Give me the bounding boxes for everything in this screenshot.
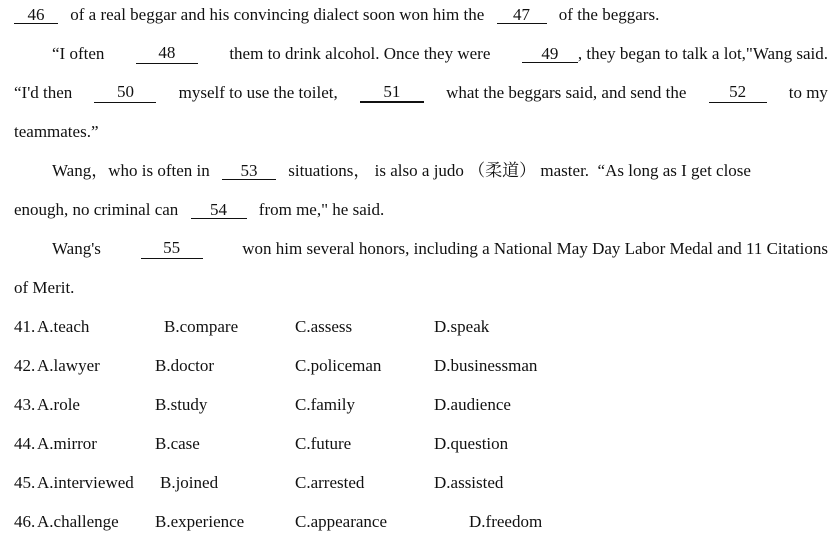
option-b: B.joined <box>160 473 219 492</box>
option-c: C.family <box>295 395 355 414</box>
question-number: 41. <box>14 317 36 336</box>
passage-text: of a real beggar and his convincing dialect soon won him the <box>70 5 485 24</box>
option-b: B.case <box>155 434 200 453</box>
passage-line-8 <box>14 278 828 298</box>
option-a: A.teach <box>37 317 90 336</box>
passage-text: , they began to talk a lot,"Wang said. <box>577 44 828 63</box>
passage-text: teammates.” <box>14 122 99 141</box>
option-d: D.question <box>434 434 509 453</box>
passage-text: enough, no criminal can <box>14 200 179 219</box>
option-d: D.businessman <box>434 356 538 375</box>
blank-52: 52 <box>709 83 767 103</box>
blank-53: 53 <box>222 162 276 180</box>
passage-line-7 <box>52 239 828 259</box>
passage-text: them to drink alcohol. Once they were <box>229 44 491 63</box>
blank-46: 46 <box>14 6 58 24</box>
passage-line-3 <box>14 83 828 103</box>
option-a: A.mirror <box>37 434 97 453</box>
option-d: D.audience <box>434 395 511 414</box>
option-a: A.lawyer <box>37 356 100 375</box>
passage-text: “I'd then <box>14 83 73 102</box>
option-c: C.arrested <box>295 473 365 492</box>
passage-text: of Merit. <box>14 278 75 297</box>
option-c: C.assess <box>295 317 353 336</box>
blank-47: 47 <box>497 6 547 24</box>
passage-text: Wang's <box>52 239 101 258</box>
passage-text: myself to use the toilet, <box>178 83 338 102</box>
option-d: D.freedom <box>469 512 543 531</box>
blank-55: 55 <box>141 239 203 259</box>
question-number: 43. <box>14 395 36 414</box>
passage-text: from me," he said. <box>258 200 385 219</box>
option-c: C.policeman <box>295 356 382 375</box>
option-a: A.role <box>37 395 80 414</box>
question-number: 45. <box>14 473 36 492</box>
blank-48: 48 <box>136 44 198 64</box>
option-b: B.compare <box>164 317 239 336</box>
passage-line-1 <box>14 5 828 25</box>
question-number: 46. <box>14 512 36 531</box>
option-b: B.experience <box>155 512 245 531</box>
blank-49: 49 <box>522 45 578 63</box>
passage-line-2 <box>52 44 828 64</box>
passage-text: situations， is also a judo （柔道） master. “As long as I get close <box>288 161 751 180</box>
passage-line-6 <box>14 200 828 220</box>
question-number: 42. <box>14 356 36 375</box>
passage-text: “I often <box>52 44 105 63</box>
passage-text: what the beggars said, and send the <box>446 83 687 102</box>
option-b: B.doctor <box>155 356 215 375</box>
option-c: C.appearance <box>295 512 388 531</box>
option-a: A.interviewed <box>37 473 134 492</box>
option-d: D.assisted <box>434 473 504 492</box>
option-a: A.challenge <box>37 512 119 531</box>
passage-text: to my <box>788 83 828 102</box>
option-c: C.future <box>295 434 352 453</box>
passage-text: of the beggars. <box>558 5 660 24</box>
passage-text: Wang，who is often in <box>52 161 210 180</box>
blank-51: 51 <box>360 83 424 103</box>
passage-line-5 <box>52 161 828 181</box>
passage-line-4 <box>14 122 828 142</box>
blank-54: 54 <box>191 201 247 219</box>
passage-text: won him several honors, including a National May Day Labor Medal and 11 Citations <box>242 239 828 258</box>
question-number: 44. <box>14 434 36 453</box>
option-b: B.study <box>155 395 208 414</box>
blank-50: 50 <box>94 83 156 103</box>
option-d: D.speak <box>434 317 490 336</box>
